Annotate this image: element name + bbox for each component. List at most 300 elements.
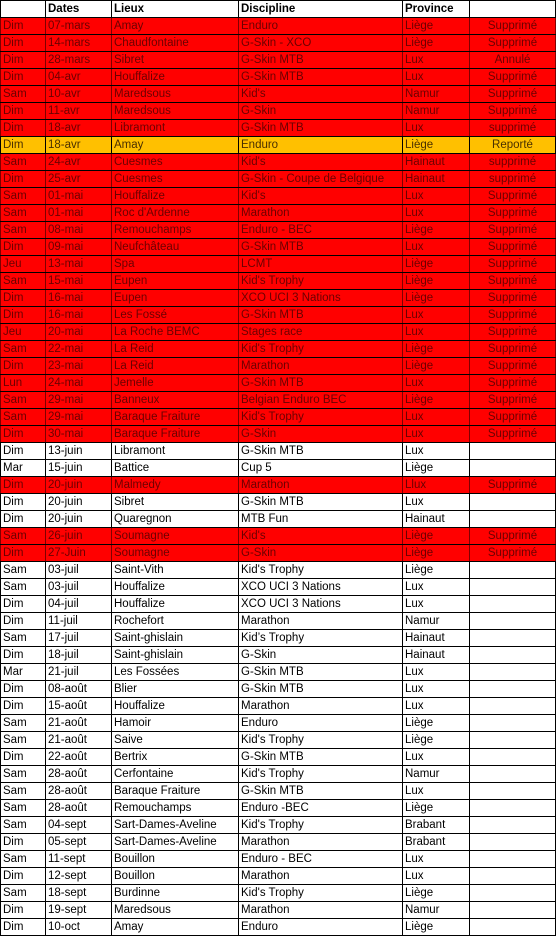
cell-day: Sam — [1, 732, 46, 749]
cell-place: Malmedy — [112, 477, 239, 494]
cell-status — [470, 596, 556, 613]
cell-status — [470, 800, 556, 817]
cell-discipline: Kid's — [239, 528, 403, 545]
table-row — [1, 256, 556, 273]
cell-discipline: Marathon — [239, 205, 403, 222]
cell-day: Sam — [1, 528, 46, 545]
cell-date: 19-sept — [46, 902, 112, 919]
cell-place: Soumagne — [112, 545, 239, 562]
cell-province: Liège — [403, 715, 470, 732]
cell-discipline: G-Skin MTB — [239, 681, 403, 698]
table-row — [1, 460, 556, 477]
cell-status: Supprimé — [470, 273, 556, 290]
cell-province: Liège — [403, 392, 470, 409]
cell-day: Dim — [1, 307, 46, 324]
cell-day: Dim — [1, 647, 46, 664]
cell-place: Soumagne — [112, 528, 239, 545]
cell-status — [470, 783, 556, 800]
cell-discipline: Kid's — [239, 86, 403, 103]
header-row — [1, 1, 556, 18]
cell-date: 22-mai — [46, 341, 112, 358]
cell-discipline: G-Skin MTB — [239, 307, 403, 324]
cell-status — [470, 885, 556, 902]
cell-day: Jeu — [1, 324, 46, 341]
table-row — [1, 783, 556, 800]
cell-place: Amay — [112, 18, 239, 35]
cell-status: Supprimé — [470, 375, 556, 392]
cell-date: 24-mai — [46, 375, 112, 392]
cell-status: supprimé — [470, 120, 556, 137]
table-row — [1, 273, 556, 290]
cell-discipline: G-Skin — [239, 647, 403, 664]
table-body — [1, 18, 556, 936]
cell-discipline: G-Skin — [239, 103, 403, 120]
cell-province: Liège — [403, 290, 470, 307]
cell-place: Bouillon — [112, 868, 239, 885]
cell-province: Liège — [403, 256, 470, 273]
cell-place: Baraque Fraiture — [112, 426, 239, 443]
cell-place: Bouillon — [112, 851, 239, 868]
cell-date: 05-sept — [46, 834, 112, 851]
cell-province: Hainaut — [403, 171, 470, 188]
cell-date: 28-août — [46, 800, 112, 817]
header-discipline: Discipline — [239, 1, 403, 18]
table-row — [1, 154, 556, 171]
cell-status: Supprimé — [470, 545, 556, 562]
cell-discipline: G-Skin - XCO — [239, 35, 403, 52]
cell-status — [470, 732, 556, 749]
cell-status — [470, 698, 556, 715]
cell-province: Lux — [403, 120, 470, 137]
cell-province: Lux — [403, 375, 470, 392]
cell-date: 20-mai — [46, 324, 112, 341]
cell-province: Lux — [403, 188, 470, 205]
cell-place: Amay — [112, 919, 239, 936]
cell-place: Hamoir — [112, 715, 239, 732]
cell-date: 15-août — [46, 698, 112, 715]
cell-province: Liège — [403, 528, 470, 545]
cell-date: 18-juil — [46, 647, 112, 664]
cell-date: 11-juil — [46, 613, 112, 630]
cell-discipline: Marathon — [239, 477, 403, 494]
cell-province: Llux — [403, 477, 470, 494]
cell-province: Liège — [403, 273, 470, 290]
cell-status: Supprimé — [470, 341, 556, 358]
cell-discipline: Kid's Trophy — [239, 817, 403, 834]
cell-discipline: Kid's Trophy — [239, 341, 403, 358]
cell-place: Neufchâteau — [112, 239, 239, 256]
cell-discipline: G-Skin MTB — [239, 664, 403, 681]
table-row — [1, 494, 556, 511]
cell-discipline: G-Skin MTB — [239, 69, 403, 86]
table-row — [1, 171, 556, 188]
table-row — [1, 868, 556, 885]
cell-day: Dim — [1, 698, 46, 715]
cell-status: Supprimé — [470, 86, 556, 103]
cell-province: Hainaut — [403, 630, 470, 647]
cell-province: Lux — [403, 579, 470, 596]
table-row — [1, 681, 556, 698]
cell-province: Liège — [403, 800, 470, 817]
cell-day: Sam — [1, 766, 46, 783]
cell-place: Houffalize — [112, 579, 239, 596]
cell-place: Quaregnon — [112, 511, 239, 528]
cell-day: Dim — [1, 137, 46, 154]
cell-discipline: G-Skin MTB — [239, 494, 403, 511]
cell-province: Namur — [403, 103, 470, 120]
cell-date: 28-mars — [46, 52, 112, 69]
cell-status — [470, 494, 556, 511]
table-row — [1, 817, 556, 834]
cell-day: Sam — [1, 715, 46, 732]
cell-day: Dim — [1, 18, 46, 35]
cell-discipline: XCO UCI 3 Nations — [239, 596, 403, 613]
cell-status — [470, 613, 556, 630]
cell-province: Lux — [403, 239, 470, 256]
cell-status — [470, 766, 556, 783]
cell-discipline: G-Skin — [239, 426, 403, 443]
cell-place: Sibret — [112, 494, 239, 511]
table-row — [1, 477, 556, 494]
cell-place: La Reid — [112, 341, 239, 358]
table-row — [1, 18, 556, 35]
cell-place: Houffalize — [112, 188, 239, 205]
cell-place: Houffalize — [112, 69, 239, 86]
cell-place: Houffalize — [112, 698, 239, 715]
cell-province: Brabant — [403, 834, 470, 851]
cell-discipline: Kid's — [239, 188, 403, 205]
cell-status — [470, 868, 556, 885]
cell-place: Maredsous — [112, 86, 239, 103]
cell-place: Maredsous — [112, 103, 239, 120]
cell-day: Dim — [1, 902, 46, 919]
cell-place: La Roche BEMC — [112, 324, 239, 341]
cell-date: 26-juin — [46, 528, 112, 545]
cell-day: Sam — [1, 579, 46, 596]
cell-place: Remouchamps — [112, 800, 239, 817]
cell-place: Battice — [112, 460, 239, 477]
table-row — [1, 919, 556, 936]
cell-status — [470, 511, 556, 528]
cell-date: 01-mai — [46, 188, 112, 205]
cell-status: Supprimé — [470, 409, 556, 426]
cell-place: Burdinne — [112, 885, 239, 902]
cell-province: Namur — [403, 86, 470, 103]
cell-status — [470, 681, 556, 698]
table-row — [1, 902, 556, 919]
cell-status: Annulé — [470, 52, 556, 69]
cell-discipline: Enduro — [239, 919, 403, 936]
cell-status: Supprimé — [470, 188, 556, 205]
cell-province: Lux — [403, 409, 470, 426]
cell-date: 13-mai — [46, 256, 112, 273]
table-row — [1, 392, 556, 409]
cell-date: 10-avr — [46, 86, 112, 103]
table-row — [1, 851, 556, 868]
cell-day: Dim — [1, 239, 46, 256]
cell-date: 21-août — [46, 732, 112, 749]
cell-status: Supprimé — [470, 528, 556, 545]
cell-status: Supprimé — [470, 18, 556, 35]
cell-day: Jeu — [1, 256, 46, 273]
cell-status — [470, 443, 556, 460]
cell-status: supprimé — [470, 171, 556, 188]
cell-status: supprimé — [470, 154, 556, 171]
cell-province: Lux — [403, 783, 470, 800]
cell-place: Cerfontaine — [112, 766, 239, 783]
table-row — [1, 715, 556, 732]
cell-place: Saint-Vith — [112, 562, 239, 579]
cell-province: Liège — [403, 341, 470, 358]
cell-province: Lux — [403, 868, 470, 885]
table-row — [1, 222, 556, 239]
cell-date: 14-mars — [46, 35, 112, 52]
cell-discipline: Cup 5 — [239, 460, 403, 477]
cell-discipline: MTB Fun — [239, 511, 403, 528]
cell-place: Roc d'Ardenne — [112, 205, 239, 222]
table-header — [1, 1, 556, 18]
cell-discipline: Marathon — [239, 358, 403, 375]
cell-date: 13-juin — [46, 443, 112, 460]
cell-province: Liège — [403, 18, 470, 35]
cell-day: Sam — [1, 392, 46, 409]
cell-province: Liège — [403, 562, 470, 579]
cell-province: Hainaut — [403, 511, 470, 528]
table-row — [1, 749, 556, 766]
cell-day: Dim — [1, 511, 46, 528]
cell-date: 20-juin — [46, 477, 112, 494]
table-row — [1, 103, 556, 120]
cell-date: 01-mai — [46, 205, 112, 222]
cell-place: Amay — [112, 137, 239, 154]
cell-date: 25-avr — [46, 171, 112, 188]
cell-place: Bertrix — [112, 749, 239, 766]
table-row — [1, 511, 556, 528]
cell-date: 11-sept — [46, 851, 112, 868]
cell-day: Sam — [1, 562, 46, 579]
cell-place: Les Fossé — [112, 307, 239, 324]
cell-province: Hainaut — [403, 154, 470, 171]
cell-date: 20-juin — [46, 494, 112, 511]
cell-date: 29-mai — [46, 409, 112, 426]
cell-date: 03-juil — [46, 579, 112, 596]
cell-status: Supprimé — [470, 205, 556, 222]
header-status — [470, 1, 556, 18]
cell-date: 23-mai — [46, 358, 112, 375]
cell-discipline: Marathon — [239, 613, 403, 630]
cell-place: Cuesmes — [112, 171, 239, 188]
cell-status: Supprimé — [470, 290, 556, 307]
table-row — [1, 630, 556, 647]
table-row — [1, 358, 556, 375]
cell-date: 28-août — [46, 783, 112, 800]
cell-province: Liège — [403, 885, 470, 902]
cell-date: 08-mai — [46, 222, 112, 239]
cell-day: Dim — [1, 834, 46, 851]
cell-date: 18-avr — [46, 137, 112, 154]
table-row — [1, 545, 556, 562]
cell-province: Namur — [403, 902, 470, 919]
table-row — [1, 69, 556, 86]
cell-province: Lux — [403, 307, 470, 324]
cell-place: Sibret — [112, 52, 239, 69]
cell-province: Liège — [403, 460, 470, 477]
cell-province: Lux — [403, 851, 470, 868]
cell-date: 07-mars — [46, 18, 112, 35]
cell-province: Liège — [403, 545, 470, 562]
cell-province: Lux — [403, 698, 470, 715]
cell-day: Dim — [1, 52, 46, 69]
cell-date: 30-mai — [46, 426, 112, 443]
cell-discipline: Kid's Trophy — [239, 562, 403, 579]
cell-discipline: Kid's Trophy — [239, 409, 403, 426]
cell-status: Supprimé — [470, 392, 556, 409]
cell-province: Lux — [403, 681, 470, 698]
table-row — [1, 137, 556, 154]
cell-day: Sam — [1, 885, 46, 902]
cell-discipline: G-Skin MTB — [239, 52, 403, 69]
cell-day: Dim — [1, 443, 46, 460]
cell-date: 21-août — [46, 715, 112, 732]
cell-province: Lux — [403, 749, 470, 766]
cell-status — [470, 919, 556, 936]
cell-date: 29-mai — [46, 392, 112, 409]
table-row — [1, 613, 556, 630]
cell-status — [470, 460, 556, 477]
cell-province: Liège — [403, 35, 470, 52]
cell-discipline: G-Skin MTB — [239, 749, 403, 766]
header-dates: Dates — [46, 1, 112, 18]
cell-status — [470, 664, 556, 681]
cell-day: Lun — [1, 375, 46, 392]
cell-province: Hainaut — [403, 647, 470, 664]
cell-status: Supprimé — [470, 222, 556, 239]
cell-place: Saint-ghislain — [112, 647, 239, 664]
cell-date: 04-juil — [46, 596, 112, 613]
table-row — [1, 35, 556, 52]
cell-discipline: G-Skin MTB — [239, 443, 403, 460]
cell-day: Dim — [1, 613, 46, 630]
cell-province: Liège — [403, 358, 470, 375]
cell-day: Sam — [1, 188, 46, 205]
cell-day: Dim — [1, 35, 46, 52]
cell-province: Namur — [403, 766, 470, 783]
cell-province: Lux — [403, 443, 470, 460]
cell-place: Libramont — [112, 120, 239, 137]
cell-date: 03-juil — [46, 562, 112, 579]
cell-day: Sam — [1, 783, 46, 800]
cell-place: Eupen — [112, 290, 239, 307]
cell-day: Dim — [1, 120, 46, 137]
cell-day: Mar — [1, 460, 46, 477]
cell-day: Dim — [1, 545, 46, 562]
cell-day: Dim — [1, 749, 46, 766]
table-row — [1, 664, 556, 681]
cell-day: Sam — [1, 800, 46, 817]
cell-place: Maredsous — [112, 902, 239, 919]
cell-day: Dim — [1, 477, 46, 494]
cell-place: Baraque Fraiture — [112, 783, 239, 800]
cell-day: Sam — [1, 86, 46, 103]
cell-province: Lux — [403, 426, 470, 443]
cell-day: Sam — [1, 409, 46, 426]
table-row — [1, 52, 556, 69]
cell-discipline: Marathon — [239, 902, 403, 919]
table-row — [1, 290, 556, 307]
cell-discipline: Enduro — [239, 715, 403, 732]
cell-date: 16-mai — [46, 307, 112, 324]
cell-day: Sam — [1, 222, 46, 239]
cell-date: 04-avr — [46, 69, 112, 86]
cell-date: 18-sept — [46, 885, 112, 902]
cell-date: 20-juin — [46, 511, 112, 528]
cell-day: Dim — [1, 919, 46, 936]
cell-status: Supprimé — [470, 103, 556, 120]
cell-day: Sam — [1, 817, 46, 834]
cell-province: Lux — [403, 69, 470, 86]
cell-date: 27-Juin — [46, 545, 112, 562]
cell-day: Dim — [1, 681, 46, 698]
cell-date: 18-avr — [46, 120, 112, 137]
cell-place: Sart-Dames-Aveline — [112, 834, 239, 851]
cell-place: Blier — [112, 681, 239, 698]
cell-day: Mar — [1, 664, 46, 681]
table-row — [1, 426, 556, 443]
cell-province: Lux — [403, 664, 470, 681]
cell-status — [470, 715, 556, 732]
cell-date: 15-mai — [46, 273, 112, 290]
cell-discipline: Kid's Trophy — [239, 885, 403, 902]
header-lieux: Lieux — [112, 1, 239, 18]
cell-date: 11-avr — [46, 103, 112, 120]
cell-province: Liège — [403, 137, 470, 154]
table-row — [1, 800, 556, 817]
cell-discipline: Marathon — [239, 834, 403, 851]
cell-place: Baraque Fraiture — [112, 409, 239, 426]
cell-place: Rochefort — [112, 613, 239, 630]
table-row — [1, 86, 556, 103]
cell-province: Lux — [403, 205, 470, 222]
cell-discipline: Kid's Trophy — [239, 766, 403, 783]
cell-place: Houffalize — [112, 596, 239, 613]
cell-status — [470, 647, 556, 664]
cell-place: Eupen — [112, 273, 239, 290]
cell-day: Sam — [1, 205, 46, 222]
cell-place: Jemelle — [112, 375, 239, 392]
cell-place: Saint-ghislain — [112, 630, 239, 647]
cell-discipline: Kid's Trophy — [239, 273, 403, 290]
table-row — [1, 596, 556, 613]
cell-date: 09-mai — [46, 239, 112, 256]
cell-status: Supprimé — [470, 239, 556, 256]
cell-status: Supprimé — [470, 324, 556, 341]
cell-discipline: Belgian Enduro BEC — [239, 392, 403, 409]
cell-status — [470, 817, 556, 834]
table-row — [1, 324, 556, 341]
cell-date: 22-août — [46, 749, 112, 766]
table-row — [1, 341, 556, 358]
cell-day: Sam — [1, 851, 46, 868]
table-row — [1, 732, 556, 749]
cell-date: 04-sept — [46, 817, 112, 834]
cell-date: 16-mai — [46, 290, 112, 307]
cell-province: Namur — [403, 613, 470, 630]
cell-status: Supprimé — [470, 358, 556, 375]
header-province: Province — [403, 1, 470, 18]
table-row — [1, 239, 556, 256]
cell-status — [470, 851, 556, 868]
cell-discipline: G-Skin MTB — [239, 783, 403, 800]
